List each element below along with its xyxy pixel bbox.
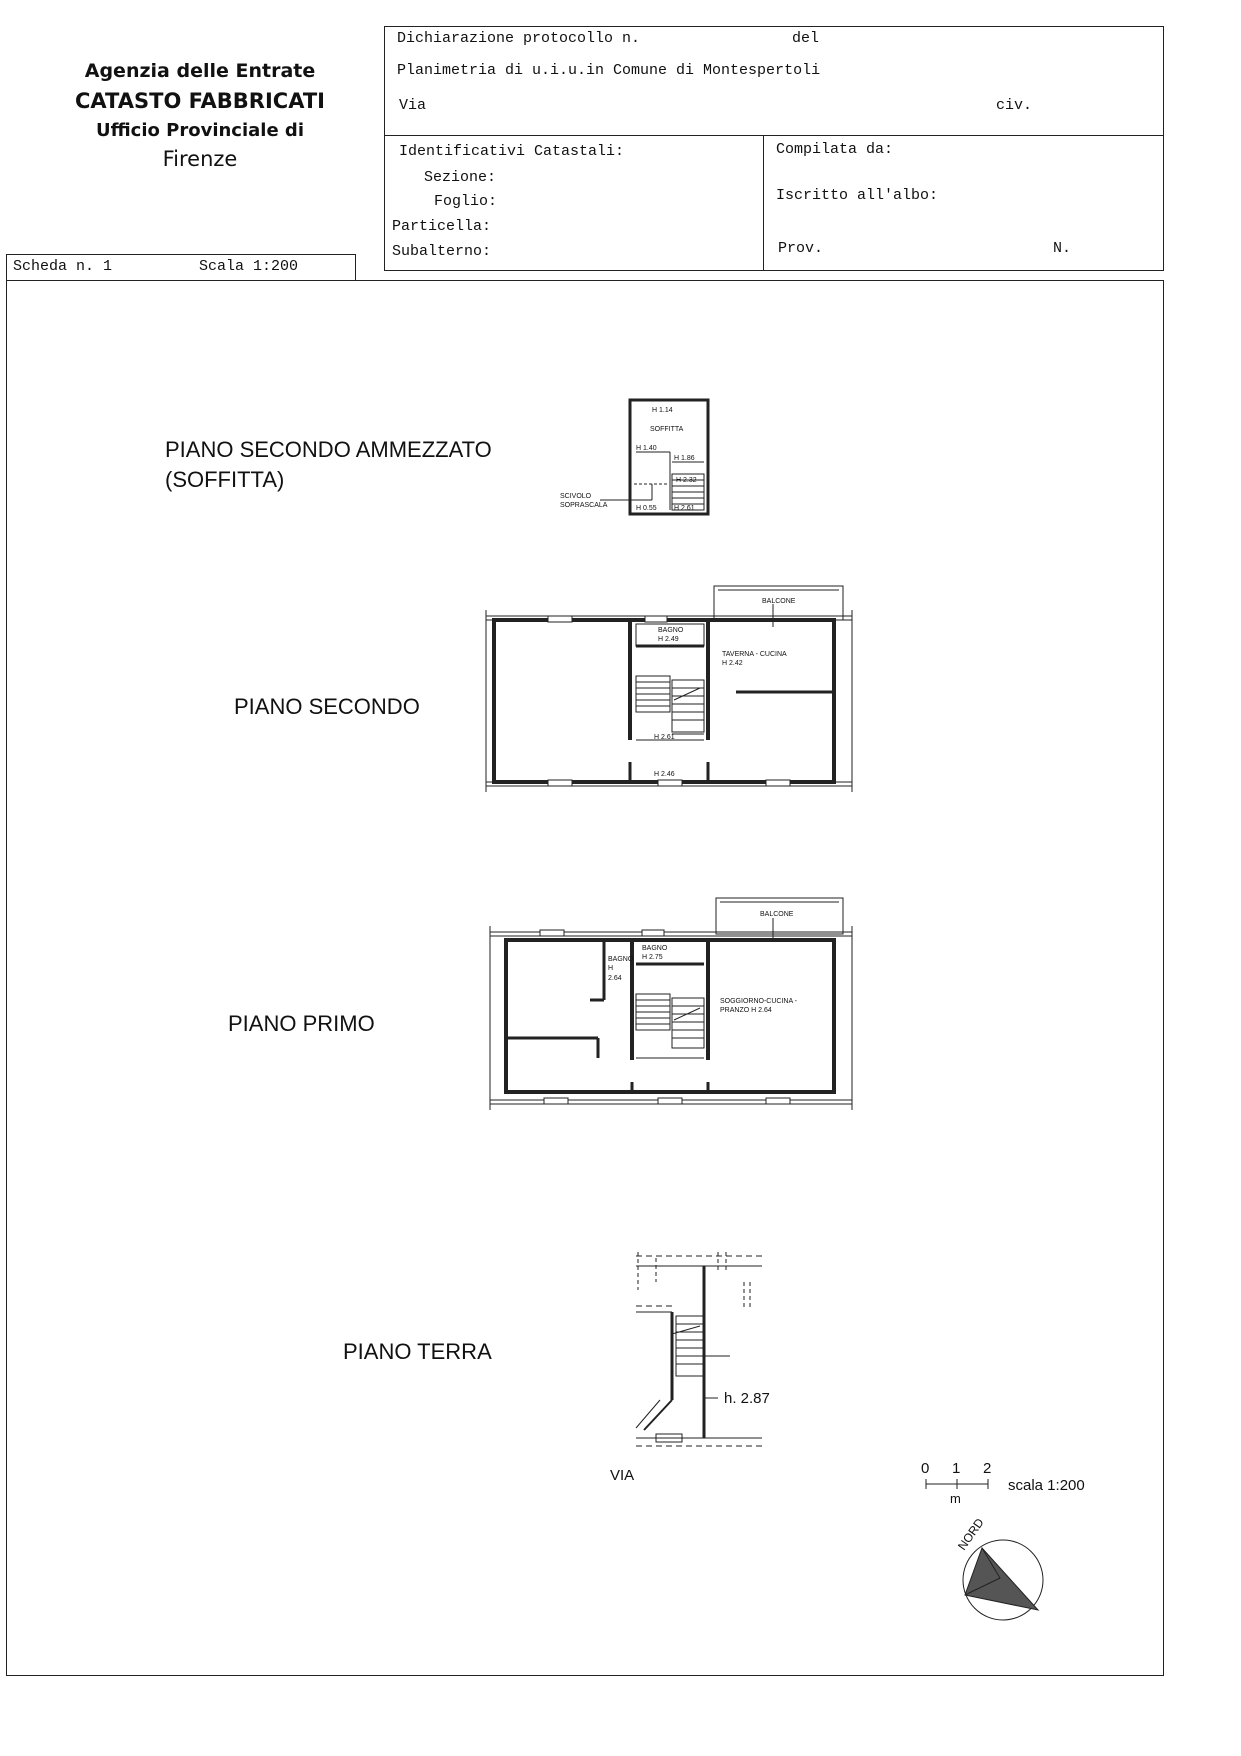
n-label: N. xyxy=(1053,240,1072,257)
bagno-primo-b: BAGNO xyxy=(642,945,668,952)
floor-label-secondo: PIANO SECONDO xyxy=(234,694,420,719)
scale-label: scala 1:200 xyxy=(1008,1477,1085,1494)
bagno-secondo-h: H 2.49 xyxy=(658,636,679,643)
secondo-h246: H 2.46 xyxy=(654,771,675,778)
scale-tick-0: 0 xyxy=(921,1460,930,1477)
soggiorno-label-2: PRANZO H 2.64 xyxy=(720,1007,772,1014)
scale-bar-graphic xyxy=(926,1479,988,1489)
piano-primo-plan xyxy=(490,898,852,1110)
planimetria-label: Planimetria di u.i.u.in Comune di Montespertoli xyxy=(397,62,821,79)
north-arrow-graphic xyxy=(963,1540,1043,1620)
bagno-primo-a: BAGNO xyxy=(608,956,634,963)
terra-height: h. 2.87 xyxy=(724,1390,770,1407)
bagno-primo-a-hlabel: H xyxy=(608,965,614,972)
piano-terra-plan xyxy=(636,1252,762,1446)
soffitta-h232: H 2.32 xyxy=(676,477,697,484)
soprascala-label: SOPRASCALA xyxy=(560,502,608,509)
soggiorno-label-1: SOGGIORNO-CUCINA - xyxy=(720,998,798,1005)
bagno-primo-a-h: 2.64 xyxy=(608,975,622,982)
office-name: Ufficio Provinciale di xyxy=(95,120,304,141)
balcone-secondo: BALCONE xyxy=(762,598,796,605)
taverna-h: H 2.42 xyxy=(722,660,743,667)
agency-name: Agenzia delle Entrate xyxy=(84,60,316,82)
scale-tick-1: 1 xyxy=(952,1460,961,1477)
compilata-label: Compilata da: xyxy=(776,141,894,158)
particella-label: Particella: xyxy=(392,218,492,235)
soffitta-h114: H 1.14 xyxy=(652,407,673,414)
scale-tick-2: 2 xyxy=(983,1460,992,1477)
iscritto-label: Iscritto all'albo: xyxy=(776,187,939,204)
via-label: Via xyxy=(399,97,427,114)
balcone-primo: BALCONE xyxy=(760,911,794,918)
prov-label: Prov. xyxy=(778,240,824,257)
scivolo-label: SCIVOLO xyxy=(560,493,592,500)
subalterno-label: Subalterno: xyxy=(392,243,492,260)
secondo-h261: H 2.61 xyxy=(654,734,675,741)
catasto-title: CATASTO FABBRICATI xyxy=(75,89,325,113)
north-label: NORD xyxy=(954,1515,987,1553)
scale-unit: m xyxy=(950,1491,961,1506)
protocol-label: Dichiarazione protocollo n. xyxy=(397,30,641,47)
soffitta-label: SOFFITTA xyxy=(650,426,684,433)
foglio-label: Foglio: xyxy=(434,193,498,210)
floor-label-primo: PIANO PRIMO xyxy=(228,1011,375,1036)
bagno-secondo: BAGNO xyxy=(658,627,684,634)
via-label-plan: VIA xyxy=(610,1467,635,1484)
scheda-scale: Scala 1:200 xyxy=(199,258,299,275)
soffitta-h186: H 1.86 xyxy=(674,455,695,462)
sezione-label: Sezione: xyxy=(424,169,497,186)
taverna-label: TAVERNA - CUCINA xyxy=(722,651,787,658)
floor-label-terra: PIANO TERRA xyxy=(343,1339,492,1364)
scheda-label: Scheda n. 1 xyxy=(13,258,113,275)
soffitta-h261: H 2.61 xyxy=(674,505,695,512)
del-label: del xyxy=(792,30,820,47)
province-name: Firenze xyxy=(162,147,238,171)
piano-secondo-plan xyxy=(486,586,852,792)
civ-label: civ. xyxy=(996,97,1033,114)
bagno-primo-b-h: H 2.75 xyxy=(642,954,663,961)
floor-label-soffitta-sub: (SOFFITTA) xyxy=(165,467,285,492)
identifiers-title: Identificativi Catastali: xyxy=(399,143,625,160)
soffitta-h140: H 1.40 xyxy=(636,445,657,452)
soffitta-h055: H 0.55 xyxy=(636,505,657,512)
floor-label-soffitta: PIANO SECONDO AMMEZZATO xyxy=(165,437,492,462)
